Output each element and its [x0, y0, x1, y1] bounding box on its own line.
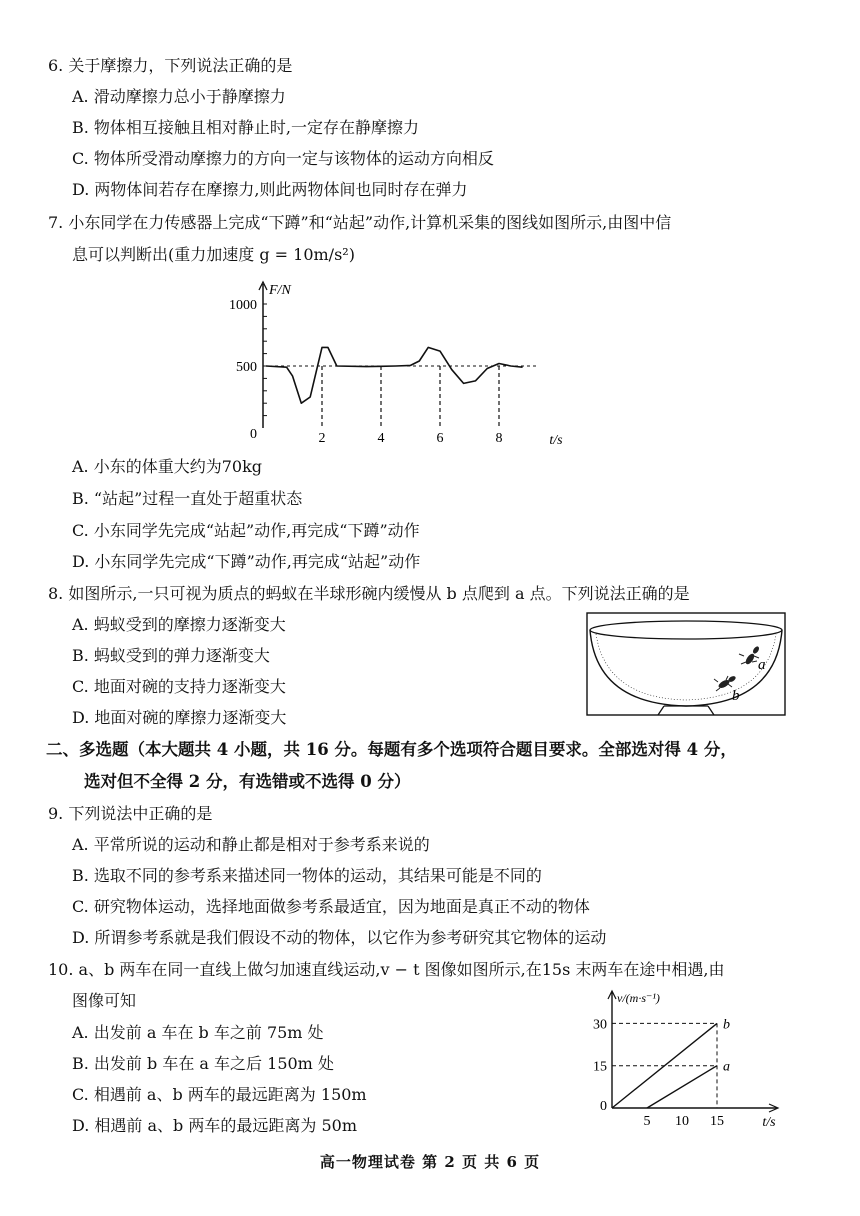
section-2-heading-line2: 选对但不全得 2 分，有选错或不选得 0 分） — [84, 772, 411, 791]
q10-option-b: B. 出发前 b 车在 a 车之后 150m 处 — [72, 1054, 334, 1073]
q10-option-d: D. 相遇前 a、b 两车的最远距离为 50m — [72, 1116, 358, 1135]
y-tick-label: 15 — [593, 1059, 607, 1075]
q7-option-a: A. 小东的体重大约为70kg — [72, 457, 263, 476]
q9-stem: 9. 下列说法中正确的是 — [48, 804, 213, 823]
force-curve — [266, 347, 523, 403]
q6-option-d: D. 两物体间若存在摩擦力,则此两物体间也同时存在弹力 — [72, 180, 468, 199]
y-tick-label: 0 — [600, 1099, 607, 1114]
x-tick-label: 5 — [643, 1114, 651, 1129]
section-2-heading-line1: 二、多选题（本大题共 4 小题，共 16 分。每题有多个选项符合题目要求。全部选对得 4 分， — [46, 740, 737, 759]
x-tick-label: 10 — [675, 1114, 689, 1129]
x-tick-label: 4 — [377, 431, 385, 446]
q8-option-b: B. 蚂蚁受到的弹力逐渐变大 — [72, 646, 270, 665]
q9-option-d: D. 所谓参考系就是我们假设不动的物体，以它作为参考研究其它物体的运动 — [72, 928, 607, 947]
q8-stem: 8. 如图所示,一只可视为质点的蚂蚁在半球形碗内缓慢从 b 点爬到 a 点。下列说法正确的是 — [48, 584, 690, 603]
y-tick-label: 0 — [250, 427, 257, 442]
q9-option-a: A. 平常所说的运动和静止都是相对于参考系来说的 — [72, 835, 430, 854]
x-tick-label: 15 — [710, 1114, 724, 1129]
q7-option-c: C. 小东同学先完成“站起”动作,再完成“下蹲”动作 — [72, 521, 420, 540]
x-tick-label: 2 — [318, 431, 326, 446]
q8-option-a: A. 蚂蚁受到的摩擦力逐渐变大 — [72, 615, 286, 634]
series-label-a: a — [723, 1059, 730, 1075]
q7-stem-line2: 息可以判断出(重力加速度 g = 10m/s²) — [72, 245, 355, 264]
x-tick-label: 6 — [436, 431, 444, 446]
q9-option-c: C. 研究物体运动，选择地面做参考系最适宜，因为地面是真正不动的物体 — [72, 897, 590, 916]
y-tick-label: 500 — [236, 360, 257, 375]
series-label-b: b — [723, 1017, 730, 1033]
q6-stem: 6. 关于摩擦力，下列说法正确的是 — [48, 56, 293, 75]
y-axis-label: F/N — [269, 283, 291, 298]
q7-stem-line1: 7. 小东同学在力传感器上完成“下蹲”和“站起”动作,计算机采集的图线如图所示,由图中信 — [48, 213, 672, 232]
q10-stem-line1: 10. a、b 两车在同一直线上做匀加速直线运动,v − t 图像如图所示,在15s 末两车在途中相遇,由 — [48, 960, 725, 979]
bowl-diagram — [586, 612, 786, 716]
q8-option-c: C. 地面对碗的支持力逐渐变大 — [72, 677, 286, 696]
y-tick-label: 1000 — [229, 298, 257, 313]
q7-option-d: D. 小东同学先完成“下蹲”动作,再完成“站起”动作 — [72, 552, 421, 571]
x-axis-label: t/s — [762, 1115, 776, 1130]
point-a-label: a — [758, 657, 766, 673]
y-axis-label: v/(m·s⁻¹) — [617, 991, 660, 1005]
point-b-label: b — [732, 688, 740, 704]
x-tick-label: 8 — [495, 431, 503, 446]
q6-option-b: B. 物体相互接触且相对静止时,一定存在静摩擦力 — [72, 118, 420, 137]
q8-option-d: D. 地面对碗的摩擦力逐渐变大 — [72, 708, 287, 727]
q10-option-a: A. 出发前 a 车在 b 车之前 75m 处 — [72, 1023, 324, 1042]
velocity-time-chart — [585, 988, 790, 1134]
x-axis-label: t/s — [549, 433, 563, 448]
q10-stem-line2: 图像可知 — [72, 991, 137, 1010]
q10-option-c: C. 相遇前 a、b 两车的最远距离为 150m — [72, 1085, 367, 1104]
q9-option-b: B. 选取不同的参考系来描述同一物体的运动，其结果可能是不同的 — [72, 866, 542, 885]
page-footer: 高一物理试卷 第 2 页 共 6 页 — [319, 1153, 541, 1171]
y-tick-label: 30 — [593, 1017, 607, 1033]
q6-option-c: C. 物体所受滑动摩擦力的方向一定与该物体的运动方向相反 — [72, 149, 494, 168]
q6-option-a: A. 滑动摩擦力总小于静摩擦力 — [72, 87, 286, 106]
force-time-chart — [215, 278, 563, 450]
q7-option-b: B. “站起”过程一直处于超重状态 — [72, 489, 303, 508]
